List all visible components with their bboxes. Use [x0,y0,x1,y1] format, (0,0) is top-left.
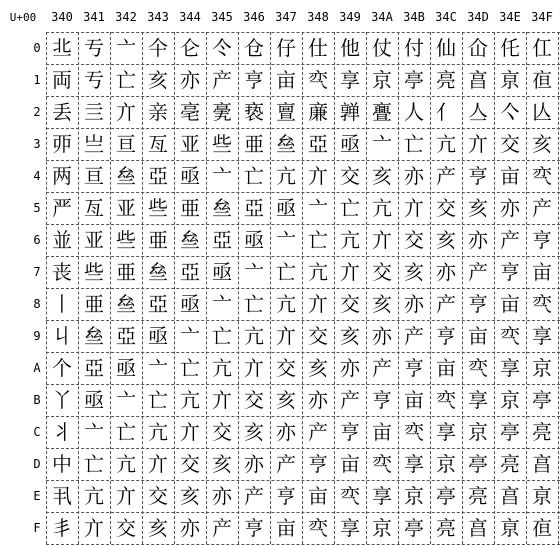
glyph-cell: 亠 [244,260,264,284]
glyph-cell: 亦 [372,324,392,348]
row-label: 2 [33,105,41,119]
glyph-cell: 亩 [308,484,328,508]
glyph-cell: 亞 [148,292,168,316]
glyph-cell: 产 [404,324,424,348]
glyph-cell: 亠 [276,228,296,252]
glyph-cell: 亮 [468,484,488,508]
glyph-cell: 丢 [52,100,72,124]
glyph-cell: 亢 [436,132,456,156]
glyph-cell: 亣 [116,484,136,508]
glyph-cell: 京 [468,420,488,444]
glyph-cell: 亯 [500,484,520,508]
glyph-cell: 亝 [212,196,232,220]
glyph-cell: 享 [500,356,520,380]
glyph-cell: 亩 [276,68,296,92]
glyph-cell: 亥 [244,420,264,444]
glyph-cell: 亟 [180,292,200,316]
glyph-cell: 亣 [404,196,424,220]
glyph-cell: 並 [52,228,72,252]
glyph-cell: 亡 [340,196,360,220]
glyph-cell: 亣 [276,324,296,348]
glyph-cell: 亩 [532,260,552,284]
glyph-cell: 亮 [500,452,520,476]
glyph-cell: 产 [308,420,328,444]
glyph-cell: 亦 [340,356,360,380]
glyph-cell: 京 [404,484,424,508]
glyph-cell: 亣 [212,388,232,412]
glyph-cell: 亪 [308,68,328,92]
row-label: 7 [33,265,41,279]
glyph-cell: 产 [212,516,232,540]
glyph-cell: 亦 [404,164,424,188]
glyph-cell: 产 [468,260,488,284]
glyph-cell: 仐 [148,36,168,60]
glyph-cell: 亢 [148,420,168,444]
column-label: 348 [307,10,329,24]
row-label: 5 [33,201,41,215]
glyph-cell: 京 [532,356,552,380]
glyph-cell: 享 [340,68,360,92]
glyph-cell: 亰 [532,484,552,508]
glyph-cell: 亩 [500,292,520,316]
glyph-cell: 丣 [52,132,72,156]
glyph-cell: 亡 [116,68,136,92]
column-label: 341 [83,10,105,24]
glyph-cell: 仔 [276,36,296,60]
glyph-cell: 仛 [500,36,520,60]
glyph-cell: 丬 [52,420,72,444]
glyph-cell: 亢 [84,484,104,508]
glyph-cell: 亨 [372,388,392,412]
glyph-cell: 亣 [84,516,104,540]
row-label: 6 [33,233,41,247]
glyph-cell: 亨 [468,292,488,316]
glyph-cell: 亞 [84,356,104,380]
glyph-cell: 亵 [244,100,264,124]
glyph-cell: 亥 [340,324,360,348]
row-label: A [33,361,41,375]
glyph-cell: 亠 [212,164,232,188]
glyph-cell: 严 [52,196,72,220]
glyph-cell: 亮 [436,516,456,540]
glyph-cell: 京 [500,388,520,412]
glyph-cell: 亥 [372,292,392,316]
glyph-cell: 些 [116,228,136,252]
glyph-cell: 亘 [116,132,136,156]
glyph-cell: 亞 [148,164,168,188]
glyph-cell: 亨 [244,68,264,92]
glyph-cell: 亦 [468,228,488,252]
row-label: B [33,393,41,407]
row-label: E [33,489,41,503]
column-label: 34B [403,10,425,24]
glyph-cell: 亢 [276,164,296,188]
glyph-cell: 亭 [532,388,552,412]
glyph-cell: 亪 [532,164,552,188]
glyph-cell: 亦 [180,68,200,92]
row-label: F [33,521,41,535]
glyph-cell: 亠 [116,36,136,60]
glyph-cell: 产 [500,228,520,252]
glyph-cell: 交 [276,356,296,380]
glyph-cell: 亠 [84,420,104,444]
glyph-cell: 亨 [500,260,520,284]
glyph-cell: 丫 [52,388,72,412]
glyph-cell: 亟 [84,388,104,412]
row-label: 9 [33,329,41,343]
glyph-cell: 亢 [244,324,264,348]
glyph-cell: 亡 [308,228,328,252]
glyph-cell: 仗 [372,36,392,60]
glyph-cell: 亪 [468,356,488,380]
glyph-cell: 亡 [244,164,264,188]
glyph-cell: 亚 [180,132,200,156]
glyph-cell: 亭 [404,68,424,92]
glyph-cell: 交 [404,228,424,252]
glyph-cell: 京 [436,452,456,476]
glyph-cell: 仓 [244,36,264,60]
glyph-cell: 亜 [84,292,104,316]
glyph-cell: 亦 [180,516,200,540]
glyph-cell: 亸 [340,100,360,124]
glyph-cell: 享 [532,324,552,348]
glyph-cell: 亡 [276,260,296,284]
glyph-cell: 亥 [436,228,456,252]
glyph-cell: 亣 [180,420,200,444]
glyph-cell: 亢 [276,292,296,316]
glyph-cell: 亶 [276,100,296,124]
glyph-cell: 亪 [532,292,552,316]
row-label: 8 [33,297,41,311]
glyph-cell: 亲 [148,100,168,124]
glyph-cell: 亥 [180,484,200,508]
glyph-cell: 亣 [372,228,392,252]
glyph-cell: 亣 [340,260,360,284]
column-label: 34C [435,10,457,24]
glyph-cell: 亟 [244,228,264,252]
glyph-cell: 亨 [308,452,328,476]
glyph-cell: 亠 [372,132,392,156]
glyph-cell: 亦 [308,388,328,412]
glyph-cell: 仚 [468,36,488,60]
glyph-cell: 亽 [500,100,520,124]
glyph-cell: 交 [116,516,136,540]
row-label: 3 [33,137,41,151]
glyph-cell: 仑 [180,36,200,60]
column-label: 347 [275,10,297,24]
glyph-cell: 亥 [372,164,392,188]
glyph-cell: 亞 [212,228,232,252]
glyph-cell: 両 [52,68,72,92]
glyph-cell: 交 [212,420,232,444]
glyph-cell: 亪 [308,516,328,540]
glyph-cell: 亡 [404,132,424,156]
glyph-cell: 亠 [212,292,232,316]
glyph-cell: 享 [404,452,424,476]
glyph-cell: 亩 [404,388,424,412]
glyph-cell: 亝 [116,292,136,316]
glyph-cell: 产 [372,356,392,380]
glyph-cell: 亨 [436,324,456,348]
glyph-cell: 两 [52,164,72,188]
glyph-cell: 交 [340,292,360,316]
glyph-cell: 交 [180,452,200,476]
glyph-cell: 亟 [148,324,168,348]
glyph-cell: 亐 [84,36,104,60]
glyph-cell: 亨 [532,228,552,252]
glyph-cell: 亣 [308,164,328,188]
glyph-cell: 亨 [244,516,264,540]
glyph-cell: 亝 [116,164,136,188]
glyph-cell: 丧 [52,260,72,284]
glyph-cell: 亡 [244,292,264,316]
glyph-cell: 亰 [500,516,520,540]
glyph-cell: 些 [212,132,232,156]
glyph-cell: 亝 [148,260,168,284]
glyph-cell: 丮 [52,484,72,508]
glyph-cell: 亼 [468,100,488,124]
glyph-cell: 京 [372,68,392,92]
glyph-cell: 亪 [500,324,520,348]
glyph-cell: 亳 [180,100,200,124]
glyph-cell: 亦 [276,420,296,444]
glyph-cell: 亜 [116,260,136,284]
glyph-cell: 亦 [244,452,264,476]
column-label: 34F [531,10,553,24]
column-label: 340 [51,10,73,24]
glyph-cell: 亪 [340,484,360,508]
glyph-cell: 亚 [116,196,136,220]
column-label: 34D [467,10,489,24]
glyph-cell: 亯 [468,516,488,540]
glyph-cell: 亦 [436,260,456,284]
glyph-cell: 亟 [340,132,360,156]
glyph-cell: 亢 [180,388,200,412]
glyph-cell: 享 [436,420,456,444]
glyph-cell: 亨 [404,356,424,380]
glyph-cell: 亾 [532,100,552,124]
glyph-cell: 亭 [436,484,456,508]
glyph-cell: 亣 [244,356,264,380]
glyph-cell: 亡 [116,420,136,444]
glyph-cell: 亥 [276,388,296,412]
glyph-cell: 亴 [212,100,232,124]
glyph-cell: 亮 [436,68,456,92]
glyph-cell: 亝 [180,228,200,252]
glyph-cell: 仜 [532,36,552,60]
glyph-cell: 亩 [372,420,392,444]
glyph-cell: 亡 [212,324,232,348]
glyph-cell: 亜 [244,132,264,156]
glyph-cell: 他 [340,36,360,60]
glyph-cell: 亥 [148,68,168,92]
column-label: 342 [115,10,137,24]
glyph-cell: 亟 [276,196,296,220]
glyph-cell: 亞 [308,132,328,156]
glyph-cell: 亷 [308,100,328,124]
glyph-cell: 亚 [84,228,104,252]
glyph-cell: 亥 [212,452,232,476]
glyph-cell: 亡 [180,356,200,380]
glyph-cell: 亩 [276,516,296,540]
glyph-cell: 京 [372,516,392,540]
glyph-cell: 亙 [148,132,168,156]
glyph-cell: 亩 [340,452,360,476]
glyph-cell: 亙 [84,196,104,220]
glyph-cell: 亠 [180,324,200,348]
glyph-cell: 亝 [276,132,296,156]
block-prefix-label: U+00 [9,10,37,24]
column-label: 34E [499,10,521,24]
glyph-cell: 中 [52,452,72,476]
glyph-cell: 亩 [468,324,488,348]
glyph-cell: 亣 [468,132,488,156]
glyph-cell: 亗 [84,132,104,156]
glyph-cell: 亢 [308,260,328,284]
glyph-cell: 仙 [436,36,456,60]
glyph-cell: 亰 [500,68,520,92]
glyph-cell: 些 [84,260,104,284]
glyph-cell: 产 [532,196,552,220]
glyph-cell: 付 [404,36,424,60]
glyph-cell: 交 [308,324,328,348]
glyph-cell: 亠 [308,196,328,220]
row-label: 1 [33,73,41,87]
glyph-cell: 亞 [244,196,264,220]
glyph-cell: 人 [404,100,424,124]
glyph-cell: 亥 [308,356,328,380]
glyph-cell: 亣 [308,292,328,316]
glyph-cell: 亨 [276,484,296,508]
glyph-cell: 亩 [436,356,456,380]
glyph-cell: 亢 [372,196,392,220]
glyph-cell: 亖 [84,100,104,124]
glyph-cell: 亣 [148,452,168,476]
glyph-cell: 丯 [52,516,72,540]
glyph-cell: 交 [148,484,168,508]
glyph-cell: 亠 [148,356,168,380]
glyph-cell: 丨 [52,292,72,316]
glyph-cell: 亪 [372,452,392,476]
glyph-cell: 亭 [404,516,424,540]
glyph-cell: 亟 [116,356,136,380]
glyph-cell: 亹 [372,100,392,124]
column-label: 349 [339,10,361,24]
glyph-cell: 亦 [500,196,520,220]
glyph-cell: 亯 [468,68,488,92]
glyph-cell: 亭 [500,420,520,444]
glyph-cell: 亡 [84,452,104,476]
glyph-cell: 亦 [404,292,424,316]
glyph-cell: 亢 [116,452,136,476]
column-label: 344 [179,10,201,24]
glyph-cell: 亪 [436,388,456,412]
glyph-cell: 亻 [436,100,456,124]
glyph-cell: 亩 [500,164,520,188]
glyph-cell: 交 [500,132,520,156]
glyph-cell: 亨 [340,420,360,444]
glyph-cell: 享 [468,388,488,412]
glyph-cell: 亐 [84,68,104,92]
glyph-cell: 亥 [532,132,552,156]
glyph-cell: 个 [52,356,72,380]
glyph-cell: 亥 [404,260,424,284]
glyph-cell: 亡 [148,388,168,412]
column-label: 346 [243,10,265,24]
glyph-cell: 亪 [404,420,424,444]
glyph-cell: 丩 [52,324,72,348]
glyph-cell: 亭 [468,452,488,476]
glyph-cell: 亝 [84,324,104,348]
glyph-cell: 亞 [116,324,136,348]
glyph-cell: 仒 [212,36,232,60]
glyph-cell: 丠 [52,36,72,60]
glyph-cell: 亠 [116,388,136,412]
glyph-cell: 交 [340,164,360,188]
row-label: 4 [33,169,41,183]
column-label: 345 [211,10,233,24]
glyph-cell: 些 [148,196,168,220]
glyph-cell: 产 [212,68,232,92]
glyph-cell: 产 [436,164,456,188]
row-label: C [33,425,41,439]
glyph-cell: 产 [436,292,456,316]
glyph-cell: 亢 [340,228,360,252]
column-label: 34A [371,10,393,24]
glyph-cell: 亮 [532,420,552,444]
row-label: 0 [33,41,41,55]
glyph-cell: 享 [340,516,360,540]
glyph-cell: 亦 [212,484,232,508]
glyph-cell: 交 [436,196,456,220]
glyph-cell: 亢 [212,356,232,380]
glyph-cell: 亨 [468,164,488,188]
glyph-cell: 亘 [84,164,104,188]
glyph-cell: 亞 [180,260,200,284]
glyph-cell: 享 [372,484,392,508]
row-label: D [33,457,41,471]
glyph-cell: 交 [244,388,264,412]
glyph-cell: 交 [372,260,392,284]
glyph-cell: 亱 [532,68,552,92]
glyph-cell: 亥 [148,516,168,540]
glyph-cell: 产 [244,484,264,508]
column-label: 343 [147,10,169,24]
glyph-cell: 仕 [308,36,328,60]
glyph-cell: 亯 [532,452,552,476]
glyph-cell: 亟 [180,164,200,188]
glyph-cell: 产 [340,388,360,412]
glyph-cell: 产 [276,452,296,476]
glyph-cell: 亟 [212,260,232,284]
glyph-cell: 亜 [148,228,168,252]
glyph-cell: 亥 [468,196,488,220]
glyph-cell: 亣 [116,100,136,124]
glyph-cell: 亜 [180,196,200,220]
glyph-cell: 亱 [532,516,552,540]
